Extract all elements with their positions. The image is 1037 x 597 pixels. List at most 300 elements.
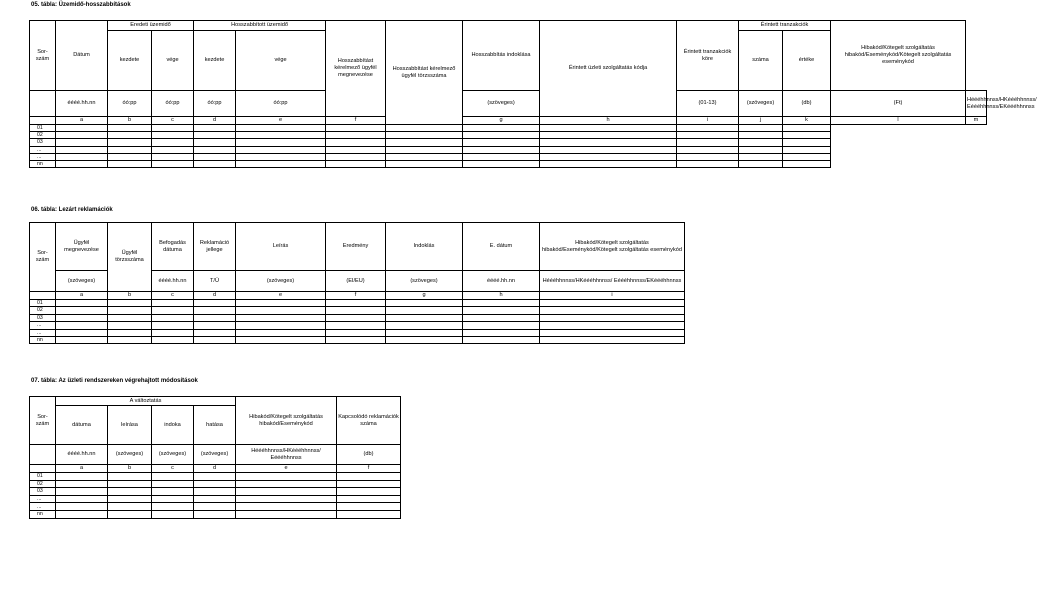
data-cell[interactable] <box>56 314 108 321</box>
col-header: Kapcsolódó reklamációk száma <box>337 397 401 445</box>
data-cell[interactable] <box>108 336 152 343</box>
table-07-body <box>30 473 401 519</box>
format-cell: óó:pp <box>236 91 326 117</box>
data-cell[interactable] <box>386 132 463 139</box>
data-cell[interactable] <box>386 329 463 336</box>
blank-cell <box>30 465 56 473</box>
data-cell[interactable] <box>56 322 108 329</box>
data-cell[interactable] <box>783 132 831 139</box>
format-cell: (szöveges) <box>739 91 783 117</box>
data-cell[interactable] <box>152 480 194 488</box>
table-row <box>30 153 987 160</box>
col-header: Hosszabbítás indoklása <box>463 21 540 91</box>
data-cell[interactable] <box>56 488 108 496</box>
data-cell[interactable] <box>540 125 677 132</box>
col-header: vége <box>236 31 326 91</box>
table-row <box>30 146 987 153</box>
col-header: leírása <box>108 406 152 445</box>
data-cell[interactable] <box>463 307 540 314</box>
data-cell[interactable] <box>236 307 326 314</box>
format-cell: óó:pp <box>194 91 236 117</box>
data-cell[interactable] <box>540 146 677 153</box>
row-number: 02 <box>30 132 56 139</box>
row-number: 02 <box>30 307 56 314</box>
table-06-body <box>30 300 685 344</box>
data-cell[interactable] <box>337 503 401 511</box>
data-cell[interactable] <box>326 132 386 139</box>
table-row <box>30 139 987 146</box>
table-07-title: 07. tábla: Az üzleti rendszereken végrehajtott módosítások <box>31 378 198 384</box>
data-cell[interactable] <box>108 329 152 336</box>
data-cell[interactable] <box>194 300 236 307</box>
format-cell: (szöveges) <box>463 91 540 117</box>
data-cell[interactable] <box>677 139 739 146</box>
col-letter: b <box>108 465 152 473</box>
data-cell[interactable] <box>540 300 685 307</box>
data-cell[interactable] <box>56 495 108 503</box>
data-cell[interactable] <box>108 300 152 307</box>
col-header: Ügyfél megnevezése <box>56 223 108 271</box>
group-header-erintett: Érintett tranzakciók <box>739 21 831 31</box>
data-cell[interactable] <box>463 314 540 321</box>
col-header: kezdete <box>194 31 236 91</box>
col-letter: a <box>56 117 108 125</box>
data-cell[interactable] <box>152 336 194 343</box>
data-cell[interactable] <box>236 510 337 518</box>
table-row <box>30 510 401 518</box>
col-letter: c <box>152 117 194 125</box>
row-number: nn <box>30 161 56 168</box>
data-cell[interactable] <box>108 153 152 160</box>
data-cell[interactable] <box>386 146 463 153</box>
data-cell[interactable] <box>152 473 194 481</box>
data-cell[interactable] <box>783 139 831 146</box>
format-cell: (EI/EU) <box>326 271 386 292</box>
data-cell[interactable] <box>236 153 326 160</box>
data-cell[interactable] <box>194 125 236 132</box>
data-cell[interactable] <box>108 146 152 153</box>
format-cell: éééé.hh.nn <box>56 91 108 117</box>
format-cell: Héééhhnnss/HKéééhhnnss/ Eéééhhnnss <box>236 445 337 465</box>
data-cell[interactable] <box>386 322 463 329</box>
col-header: kezdete <box>108 31 152 91</box>
data-cell[interactable] <box>194 473 236 481</box>
data-cell[interactable] <box>236 488 337 496</box>
data-cell[interactable] <box>463 146 540 153</box>
data-cell[interactable] <box>56 161 108 168</box>
data-cell[interactable] <box>152 132 194 139</box>
data-cell[interactable] <box>108 139 152 146</box>
format-cell: (szöveges) <box>386 271 463 292</box>
data-cell[interactable] <box>108 161 152 168</box>
data-cell[interactable] <box>56 300 108 307</box>
data-cell[interactable] <box>56 510 108 518</box>
data-cell[interactable] <box>236 495 337 503</box>
table-row <box>30 503 401 511</box>
data-cell[interactable] <box>540 322 685 329</box>
data-cell[interactable] <box>337 473 401 481</box>
format-cell: (Ft) <box>831 91 966 117</box>
table-07 <box>29 396 401 519</box>
table-row <box>30 329 685 336</box>
format-cell: T/Ü <box>194 271 236 292</box>
col-header: Befogadás dátuma <box>152 223 194 271</box>
row-number: 01 <box>30 125 56 132</box>
format-cell: (szöveges) <box>152 445 194 465</box>
col-letter: e <box>236 292 326 300</box>
col-letter: l <box>831 117 966 125</box>
row-number: ... <box>30 322 56 329</box>
col-letter: j <box>739 117 783 125</box>
data-cell[interactable] <box>152 488 194 496</box>
data-cell[interactable] <box>194 336 236 343</box>
col-header: Hibakód/Kötegelt szolgáltatás hibakód/Eseménykód/Kötegelt szolgáltatás eseménykód <box>831 21 966 91</box>
data-cell[interactable] <box>386 336 463 343</box>
data-cell[interactable] <box>326 139 386 146</box>
row-number: nn <box>30 510 56 518</box>
data-cell[interactable] <box>108 495 152 503</box>
data-cell[interactable] <box>194 314 236 321</box>
data-cell[interactable] <box>386 125 463 132</box>
format-cell: Héééhhnnss/HKéééhhnnss/ Eéééhhnnss/EKéééhhnnss <box>540 271 685 292</box>
row-number: ... <box>30 153 56 160</box>
data-cell[interactable] <box>540 329 685 336</box>
col-header: Hibakód/Kötegelt szolgáltatás hibakód/Eseménykód/Kötegelt szolgáltatás eseménykód <box>540 223 685 271</box>
data-cell[interactable] <box>236 322 326 329</box>
data-cell[interactable] <box>326 336 386 343</box>
data-cell[interactable] <box>783 161 831 168</box>
data-cell[interactable] <box>739 146 783 153</box>
col-letter: i <box>540 292 685 300</box>
table-06-title: 06. tábla: Lezárt reklamációk <box>31 207 113 213</box>
table-row <box>30 480 401 488</box>
data-cell[interactable] <box>152 139 194 146</box>
table-row <box>30 161 987 168</box>
data-cell[interactable] <box>236 336 326 343</box>
table-05-body <box>30 125 987 168</box>
data-cell[interactable] <box>739 132 783 139</box>
row-number: 02 <box>30 480 56 488</box>
data-cell[interactable] <box>739 153 783 160</box>
data-cell[interactable] <box>152 300 194 307</box>
data-cell[interactable] <box>56 307 108 314</box>
blank-cell <box>30 445 56 465</box>
data-cell[interactable] <box>463 300 540 307</box>
group-header-hosszabbitott: Hosszabbított üzemidő <box>194 21 326 31</box>
col-header: Érintett üzleti szolgáltatás kódja <box>540 21 677 117</box>
blank-cell <box>30 117 56 125</box>
format-cell: (01-13) <box>677 91 739 117</box>
data-cell[interactable] <box>783 125 831 132</box>
sorszam-header: Sor-szám <box>30 223 56 292</box>
data-cell[interactable] <box>463 139 540 146</box>
data-cell[interactable] <box>194 488 236 496</box>
data-cell[interactable] <box>540 153 677 160</box>
data-cell[interactable] <box>540 314 685 321</box>
format-cell: (db) <box>337 445 401 465</box>
col-letter: e <box>236 465 337 473</box>
format-cell: éééé.hh.nn <box>463 271 540 292</box>
table-row <box>30 125 987 132</box>
row-number: ... <box>30 503 56 511</box>
col-letter: a <box>56 465 108 473</box>
data-cell[interactable] <box>236 503 337 511</box>
data-cell[interactable] <box>386 153 463 160</box>
format-cell: (szöveges) <box>194 445 236 465</box>
data-cell[interactable] <box>739 139 783 146</box>
data-cell[interactable] <box>463 125 540 132</box>
data-cell[interactable] <box>236 314 326 321</box>
col-header: Leírás <box>236 223 326 271</box>
data-cell[interactable] <box>56 503 108 511</box>
data-cell[interactable] <box>326 153 386 160</box>
data-cell[interactable] <box>677 125 739 132</box>
blank-cell <box>30 91 56 117</box>
data-cell[interactable] <box>108 307 152 314</box>
data-cell[interactable] <box>194 146 236 153</box>
data-cell[interactable] <box>108 503 152 511</box>
data-cell[interactable] <box>108 480 152 488</box>
col-letter: f <box>326 292 386 300</box>
data-cell[interactable] <box>194 132 236 139</box>
data-cell[interactable] <box>152 322 194 329</box>
col-letter: d <box>194 117 236 125</box>
table-05 <box>29 20 1037 168</box>
data-cell[interactable] <box>152 125 194 132</box>
col-letter: g <box>463 117 540 125</box>
data-cell[interactable] <box>337 510 401 518</box>
data-cell[interactable] <box>56 480 108 488</box>
data-cell[interactable] <box>194 307 236 314</box>
data-cell[interactable] <box>386 139 463 146</box>
group-header-valtoztatas: A változtatás <box>56 397 236 406</box>
data-cell[interactable] <box>152 153 194 160</box>
blank-cell <box>30 292 56 300</box>
data-cell[interactable] <box>194 495 236 503</box>
col-header: E. dátum <box>463 223 540 271</box>
table-row <box>30 488 401 496</box>
format-cell: (db) <box>783 91 831 117</box>
col-header: Érintett tranzakciók köre <box>677 21 739 91</box>
data-cell[interactable] <box>108 125 152 132</box>
data-cell[interactable] <box>326 161 386 168</box>
data-cell[interactable] <box>463 322 540 329</box>
table-row <box>30 473 401 481</box>
col-letter: h <box>540 117 677 125</box>
data-cell[interactable] <box>108 510 152 518</box>
col-letter: c <box>152 292 194 300</box>
col-header: Indoklás <box>386 223 463 271</box>
col-header: indoka <box>152 406 194 445</box>
col-letter: a <box>56 292 108 300</box>
data-cell[interactable] <box>677 153 739 160</box>
col-letter: g <box>386 292 463 300</box>
data-cell[interactable] <box>326 300 386 307</box>
data-cell[interactable] <box>236 146 326 153</box>
data-cell[interactable] <box>337 480 401 488</box>
data-cell[interactable] <box>152 495 194 503</box>
table-row <box>30 322 685 329</box>
data-cell[interactable] <box>677 146 739 153</box>
format-cell: (szöveges) <box>236 271 326 292</box>
data-cell[interactable] <box>386 314 463 321</box>
col-letter: e <box>236 117 326 125</box>
data-cell[interactable] <box>56 146 108 153</box>
data-cell[interactable] <box>152 503 194 511</box>
col-header: száma <box>739 31 783 91</box>
data-cell[interactable] <box>540 139 677 146</box>
format-cell: éééé.hh.nn <box>56 445 108 465</box>
group-header-eredeti: Eredeti üzemidő <box>108 21 194 31</box>
data-cell[interactable] <box>386 161 463 168</box>
data-cell[interactable] <box>194 510 236 518</box>
sorszam-header: Sor-szám <box>30 397 56 445</box>
sorszam-header: Sor-szám <box>30 21 56 91</box>
table-row <box>30 307 685 314</box>
data-cell[interactable] <box>194 161 236 168</box>
data-cell[interactable] <box>386 307 463 314</box>
col-header: értéke <box>783 31 831 91</box>
data-cell[interactable] <box>152 510 194 518</box>
col-header: Reklamáció jellege <box>194 223 236 271</box>
col-letter: i <box>677 117 739 125</box>
data-cell[interactable] <box>326 307 386 314</box>
col-header: Hibakód/Kötegelt szolgáltatás hibakód/Eseménykód <box>236 397 337 445</box>
col-header: Dátum <box>56 21 108 91</box>
format-cell: Héééhhnnss/HKéééhhnnss/ Eéééhhnnss/EKéééhhnnss <box>966 91 987 117</box>
col-letter: b <box>108 117 152 125</box>
data-cell[interactable] <box>56 132 108 139</box>
data-cell[interactable] <box>194 322 236 329</box>
row-number: 01 <box>30 473 56 481</box>
data-cell[interactable] <box>108 314 152 321</box>
data-cell[interactable] <box>152 146 194 153</box>
data-cell[interactable] <box>56 473 108 481</box>
row-number: nn <box>30 336 56 343</box>
data-cell[interactable] <box>326 314 386 321</box>
data-cell[interactable] <box>194 480 236 488</box>
data-cell[interactable] <box>236 480 337 488</box>
data-cell[interactable] <box>783 146 831 153</box>
data-cell[interactable] <box>463 153 540 160</box>
col-header: Hosszabbítást kérelmező ügyfél törzsszáma <box>386 21 463 125</box>
row-number: 01 <box>30 300 56 307</box>
data-cell[interactable] <box>540 336 685 343</box>
data-cell[interactable] <box>236 125 326 132</box>
format-cell: óó:pp <box>108 91 152 117</box>
row-number: 03 <box>30 139 56 146</box>
table-row <box>30 314 685 321</box>
data-cell[interactable] <box>108 132 152 139</box>
col-letter: k <box>783 117 831 125</box>
data-cell[interactable] <box>463 329 540 336</box>
data-cell[interactable] <box>56 153 108 160</box>
data-cell[interactable] <box>677 132 739 139</box>
data-cell[interactable] <box>236 473 337 481</box>
row-number: ... <box>30 329 56 336</box>
table-row <box>30 132 987 139</box>
data-cell[interactable] <box>194 153 236 160</box>
data-cell[interactable] <box>236 139 326 146</box>
data-cell[interactable] <box>152 161 194 168</box>
data-cell[interactable] <box>108 322 152 329</box>
data-cell[interactable] <box>337 488 401 496</box>
data-cell[interactable] <box>56 125 108 132</box>
col-header: Ügyfél törzsszáma <box>108 223 152 292</box>
data-cell[interactable] <box>326 125 386 132</box>
data-cell[interactable] <box>540 161 677 168</box>
col-header: hatása <box>194 406 236 445</box>
data-cell[interactable] <box>56 329 108 336</box>
col-header: vége <box>152 31 194 91</box>
format-cell: (szöveges) <box>108 445 152 465</box>
data-cell[interactable] <box>236 300 326 307</box>
col-header: Hosszabbítást kérelmező ügyfél megnevezése <box>326 21 386 117</box>
data-cell[interactable] <box>783 153 831 160</box>
data-cell[interactable] <box>326 146 386 153</box>
data-cell[interactable] <box>739 161 783 168</box>
table-06 <box>29 222 685 344</box>
table-row <box>30 336 685 343</box>
data-cell[interactable] <box>236 132 326 139</box>
data-cell[interactable] <box>108 473 152 481</box>
row-number: ... <box>30 146 56 153</box>
format-cell: (szöveges) <box>56 271 108 292</box>
data-cell[interactable] <box>463 161 540 168</box>
data-cell[interactable] <box>108 488 152 496</box>
row-number: ... <box>30 495 56 503</box>
table-05-title: 05. tábla: Üzemidő-hosszabbítások <box>31 2 131 8</box>
format-cell: óó:pp <box>152 91 194 117</box>
data-cell[interactable] <box>194 139 236 146</box>
data-cell[interactable] <box>194 329 236 336</box>
col-letter: h <box>463 292 540 300</box>
data-cell[interactable] <box>540 132 677 139</box>
table-row <box>30 300 685 307</box>
data-cell[interactable] <box>326 329 386 336</box>
col-letter: m <box>966 117 987 125</box>
col-letter: f <box>337 465 401 473</box>
data-cell[interactable] <box>463 336 540 343</box>
data-cell[interactable] <box>326 322 386 329</box>
data-cell[interactable] <box>56 139 108 146</box>
data-cell[interactable] <box>152 307 194 314</box>
data-cell[interactable] <box>386 300 463 307</box>
data-cell[interactable] <box>540 307 685 314</box>
row-number: 03 <box>30 314 56 321</box>
row-number: 03 <box>30 488 56 496</box>
data-cell[interactable] <box>677 161 739 168</box>
data-cell[interactable] <box>194 503 236 511</box>
col-letter: d <box>194 465 236 473</box>
col-letter: b <box>108 292 152 300</box>
data-cell[interactable] <box>152 314 194 321</box>
data-cell[interactable] <box>236 329 326 336</box>
col-letter: f <box>326 117 386 125</box>
table-row <box>30 495 401 503</box>
data-cell[interactable] <box>463 132 540 139</box>
col-letter: c <box>152 465 194 473</box>
data-cell[interactable] <box>236 161 326 168</box>
col-header: dátuma <box>56 406 108 445</box>
col-letter: d <box>194 292 236 300</box>
col-header: Eredmény <box>326 223 386 271</box>
data-cell[interactable] <box>56 336 108 343</box>
data-cell[interactable] <box>337 495 401 503</box>
data-cell[interactable] <box>152 329 194 336</box>
format-cell: éééé.hh.nn <box>152 271 194 292</box>
data-cell[interactable] <box>739 125 783 132</box>
